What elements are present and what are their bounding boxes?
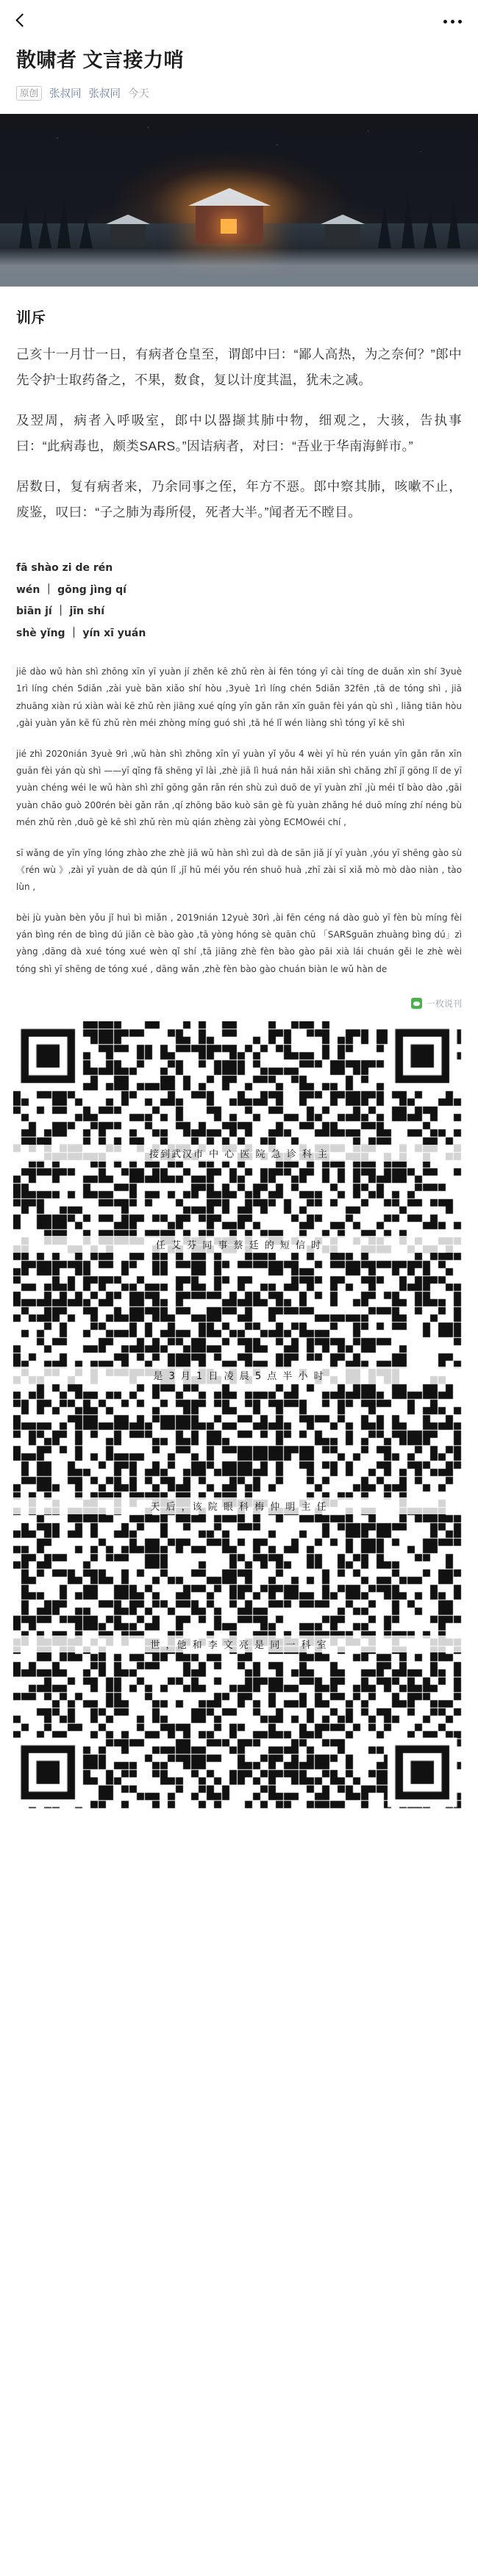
tree-icon [424,212,437,248]
hero-snow [0,248,478,287]
author-primary[interactable]: 张叔同 [49,88,82,101]
pinyin-credit: biān jí ｜ jīn shí [16,605,104,618]
article-content [0,47,478,101]
article-meta [16,85,462,101]
more-options-icon[interactable] [443,20,462,24]
paragraph: 己亥十一月廿一日，有病者仓皇至，谓郎中曰：“鄙人高热，为之奈何？”郎中先令护士取药备之，不果，数食，复以计度其温，犹未之减。 [16,347,462,388]
qr-overlay-line: 世 ，他 和 李 文 亮 是 同 一 科 室 [13,1636,465,1652]
original-badge: 原创 [16,86,42,101]
pinyin-paragraph: jié zhì 2020nián 3yuè 9rì ,wǔ hàn shì zhōng xīn yī yuàn yǐ yǒu 4 wèi yī hù rén yuán yīn gǎn rǎn xīn guān fèi yán qù shì ——yī qǐng fā shēng yī lài ,zhè jiā lì huá nán hǎi xiān shì chǎng zhǐ jǐ gōng lǐ de yī yuàn chéng wéi le wǔ hàn shì zhī gōng gǎn rǎn rén shù zuì duō de yī yuàn zhī ,jù méi tǐ bào dào ,gāi yuàn chāo guò 200rén bèi gǎn rǎn ,qí zhōng bāo kuò sān gè fù yuàn zhǎng hé duō míng zhí néng bù mén zhǔ rèn ,duō gè kē shì zhǔ rèn mù qián zhèng zài yòng ECMOwéi chí , [16,748,462,828]
author-account[interactable]: 张叔同 [88,88,121,101]
house-shape [196,204,263,244]
qr-code-image[interactable] [13,1021,465,1815]
wechat-icon [411,998,422,1009]
qr-overlay-line: 任 艾 芬 同 事 蔡 廷 的 短 信 时 [13,1236,465,1253]
tree-icon [38,213,51,248]
pinyin-credit: shè yǐng ｜ yín xī yuán [16,627,146,639]
section-title: 训斥 [16,310,46,327]
hero-illustration [0,114,478,287]
page-title: 散啸者 文言接力哨 [16,49,185,71]
hut-shape [325,223,360,245]
tree-icon [447,200,460,248]
qr-code-section [0,1021,478,1837]
pinyin-heading: fā shào zi de rén [16,562,113,575]
wechat-account-label: 一枚说刊 [426,999,462,1010]
tree-icon [79,216,93,248]
qr-overlay-line: 是 3 月 1 日 凌 晨 5 点 半 小 时 [13,1367,465,1384]
top-bar [0,0,478,43]
back-chevron-icon[interactable] [16,12,26,30]
wechat-attribution [16,997,462,1010]
tree-icon [19,203,32,248]
pinyin-paragraph: jiē dào wǔ hàn shì zhōng xīn yī yuàn jí zhěn kē zhǔ rèn ài fēn tóng yī cài tíng de duǎn xìn shí 3yuè 1rì líng chén 5diǎn ,zài yuè bān xiǎo shí hòu ,3yuè 1rì líng chén 5diǎn 32fēn ,tā de tóng shì , jiā zhuāng xiàn rú xiàn wài kē zhǔ rèn jiāng xué qíng yīn gǎn rǎn xīn guān fèi yán qù shì , liǎng tiān hòu ,gài yuàn yǎn kē fū zhǔ rèn méi zhòng míng guó shì ,tā hé lǐ wén liàng shì tóng yī kē shì [16,666,462,729]
article-body [0,306,478,1010]
pinyin-paragraph: bèi jù yuàn bèn yǒu jǐ huì bì miǎn , 2019nián 12yuè 30rì ,ài fēn céng ná dào guò yī fèn bù míng fèi yán bìng rén de bìng dú jiǎn cè bào gào ,tā yòng hóng sè quān chū 「SARSguān zhuàng bìng dú」zì yàng ,dāng dà xué tóng xué wèn qǐ shí ,tā jiāng zhè fèn bào gào pāi xià lái chuán gěi le zhè wèi tóng shì yī shēng de tóng xué , dāng wǎn ,zhè fèn bào gào chuán biàn le wǔ hàn de [16,912,462,974]
qr-overlay-line: 天 后 ，该 院 眼 科 梅 仲 明 主 任 [13,1497,465,1514]
tree-icon [57,197,71,248]
pinyin-credit: wén ｜ gōng jìng qí [16,583,126,596]
pinyin-paragraph: sī wǎng de yīn yǐng lóng zhào zhe zhè jiā wǔ hàn shì zuì dà de sān jiǎ jí yī yuàn ,yóu yī shēng gào sù 《rén wù 》,zài yī yuàn de dà qún lǐ ,jǐ hū méi yǒu rén shuō huà ,zhī zài sī xiǎ mò mò dào niàn , tào lùn , [16,847,462,893]
paragraph: 居数日，复有病者来，乃余同事之侄，年方不惡。郎中察其肺，咳嗽不止，废鉴，叹曰：“子之肺为毒所侵，死者大半。”闻者无不瞠目。 [16,479,462,520]
pinyin-section [16,558,462,978]
tree-icon [402,194,415,248]
publish-date: 今天 [128,88,150,101]
hut-shape [110,223,146,245]
tree-icon [378,206,391,248]
paragraph: 及翌周，病者入呼吸室，郎中以器撷其肺中物，细观之，大骇，告执事曰：“此病毒也，颇类SARS。”因诘病者，对曰：“吾业于华南海鲜市。” [16,413,462,454]
window-glow [221,219,237,234]
pinyin-heading-group [16,558,462,644]
qr-overlay-line: 接到武汉市 中 心 医 院 急 诊 科 主 [13,1145,465,1162]
